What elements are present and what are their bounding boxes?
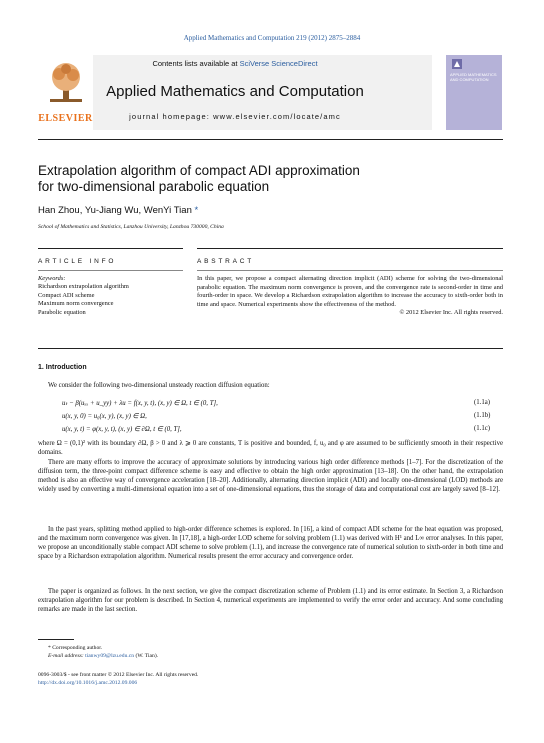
paragraph: where Ω = (0,1)² with its boundary ∂Ω, β > 0 and λ ⩾ 0 are constants, T is positive and bounded, f, u₀ and φ are assumed to be sufficiently smooth in their respective domains. bbox=[38, 440, 503, 456]
article-info-heading: ARTICLE INFO bbox=[38, 258, 117, 265]
corresponding-note: * Corresponding author. bbox=[48, 645, 103, 651]
equation-number[interactable]: (1.1b) bbox=[474, 412, 491, 419]
equation-number[interactable]: (1.1c) bbox=[474, 425, 491, 432]
equation-1-1a: uₜ − β(uₓₓ + u_yy) + λu = f(x, y, t), (x, y) ∈ Ω, t ∈ (0, T], bbox=[62, 400, 218, 407]
keyword-item: Parabolic equation bbox=[38, 308, 86, 316]
journal-emblem-icon bbox=[452, 59, 462, 69]
section-heading: 1. Introduction bbox=[38, 364, 87, 371]
cover-title: APPLIED MATHEMATICS AND COMPUTATION bbox=[450, 72, 497, 82]
title-line-1: Extrapolation algorithm of compact ADI approximation bbox=[38, 163, 360, 178]
contents-prefix: Contents lists available at bbox=[152, 59, 240, 68]
equation-1-1c: u(x, y, t) = φ(x, y, t), (x, y) ∈ ∂Ω, t ∈ (0, T], bbox=[62, 426, 182, 433]
keywords-label: Keywords: bbox=[38, 275, 66, 282]
abstract-text: In this paper, we propose a compact alternating direction implicit (ADI) scheme for solving the two-dimensional parabolic equation. The maximum norm convergence is proven, and the convergence rate is second-order in time and fourth-order in space. We develop a Richardson extrapolation algorithm to increase the accuracy to sixth-order both in time and space. Numerical experiments show the effectiveness of the method. bbox=[197, 275, 503, 308]
abstract-body bbox=[197, 275, 503, 318]
email-link[interactable]: tianwy09@lzu.edu.cn bbox=[85, 652, 135, 659]
abstract-heading: ABSTRACT bbox=[197, 258, 255, 265]
body-divider bbox=[38, 348, 503, 349]
affiliation: School of Mathematics and Statistics, Lanzhou University, Lanzhou 730000, China bbox=[38, 224, 224, 230]
copyright-notice: © 2012 Elsevier Inc. All rights reserved. bbox=[399, 309, 503, 317]
equation-1-1b: u(x, y, 0) = u₀(x, y), (x, y) ∈ Ω, bbox=[62, 413, 147, 420]
paragraph: There are many efforts to improve the accuracy of approximate solutions by introducing various high order difference methods [1–7]. For the discretization of the diffusion term, the three-point compact difference scheme is easy and effective to obtain the high order approximation [13–18]. On the other hand, the extrapolation method is also an effective way of convergence acceleration [18–20]. Additionally, alternating direction implicit (ADI) and locally one-dimensional (LOD) methods are widely used by converting a multi-dimensional equation into a set of one-dimensional equations, thus the storage of data and computational cost are largely saved [8–12]. bbox=[38, 459, 503, 493]
contents-line bbox=[38, 59, 432, 68]
corresponding-author-mark[interactable]: * bbox=[194, 205, 199, 216]
footnote-rule bbox=[38, 639, 74, 640]
paragraph: In the past years, splitting method applied to high-order difference schemes is explored. In [16], a kind of compact ADI scheme for the heat equation was proposed, and the maximum norm convergence was given. In [17,18], a high-order LOD scheme for solving problem (1.1) was derived with H¹ and L∞ error analyses. In this paper, we propose an unconditionally stable compact ADI scheme to solve problem (1.1), and increase the convergence rate of numerical solution to sixth-order in both time and space by a Richardson extrapolation algorithm. Numerical results present the error accuracy and convergence order. bbox=[38, 526, 503, 560]
keyword-item: Maximum norm convergence bbox=[38, 300, 114, 308]
authors-text: Han Zhou, Yu-Jiang Wu, WenYi Tian bbox=[38, 205, 192, 216]
equation-number[interactable]: (1.1a) bbox=[474, 399, 491, 406]
intro-lead: We consider the following two-dimensional unsteady reaction diffusion equation: bbox=[48, 382, 270, 389]
email-suffix: (W. Tian). bbox=[134, 652, 159, 659]
journal-title[interactable]: Applied Mathematics and Computation bbox=[106, 83, 364, 100]
elsevier-wordmark: ELSEVIER bbox=[38, 113, 93, 124]
title-line-2: for two-dimensional parabolic equation bbox=[38, 179, 270, 194]
author-list bbox=[38, 205, 198, 216]
journal-cover-image[interactable] bbox=[446, 55, 502, 130]
email-label: E-mail address: bbox=[48, 652, 86, 659]
sciencedirect-link[interactable]: SciVerse ScienceDirect bbox=[239, 59, 318, 68]
doi-link[interactable]: http://dx.doi.org/10.1016/j.amc.2012.09.006 bbox=[38, 679, 138, 686]
keyword-item: Compact ADI scheme bbox=[38, 291, 95, 299]
article-title bbox=[38, 163, 498, 195]
abstract-rule bbox=[197, 248, 503, 249]
keyword-item: Richardson extrapolation algorithm bbox=[38, 283, 129, 291]
elsevier-tree-icon bbox=[46, 61, 86, 103]
abstract-subrule bbox=[197, 270, 503, 271]
info-subrule bbox=[38, 270, 183, 271]
header-divider bbox=[38, 139, 503, 140]
issn-line: 0096-3003/$ - see front matter © 2012 Elsevier Inc. All rights reserved. bbox=[38, 672, 199, 678]
email-line bbox=[38, 653, 158, 661]
journal-homepage[interactable]: journal homepage: www.elsevier.com/locate/amc bbox=[129, 112, 341, 121]
front-matter bbox=[38, 672, 198, 687]
elsevier-logo[interactable] bbox=[38, 55, 93, 130]
journal-citation: Applied Mathematics and Computation 219 (2012) 2875–2884 bbox=[183, 34, 361, 42]
info-rule bbox=[38, 248, 183, 249]
journal-banner bbox=[38, 55, 432, 130]
keywords-block bbox=[38, 275, 129, 317]
footnote bbox=[38, 645, 158, 660]
paragraph: The paper is organized as follows. In the next section, we give the compact discretization scheme of Problem (1.1) and its error estimate. In Section 3, a Richardson extrapolation algorithm for our problem is described. In Section 4, numerical experiments are implemented to verify the error order and accuracy. And some concluding remarks are made in the last section. bbox=[38, 588, 503, 613]
